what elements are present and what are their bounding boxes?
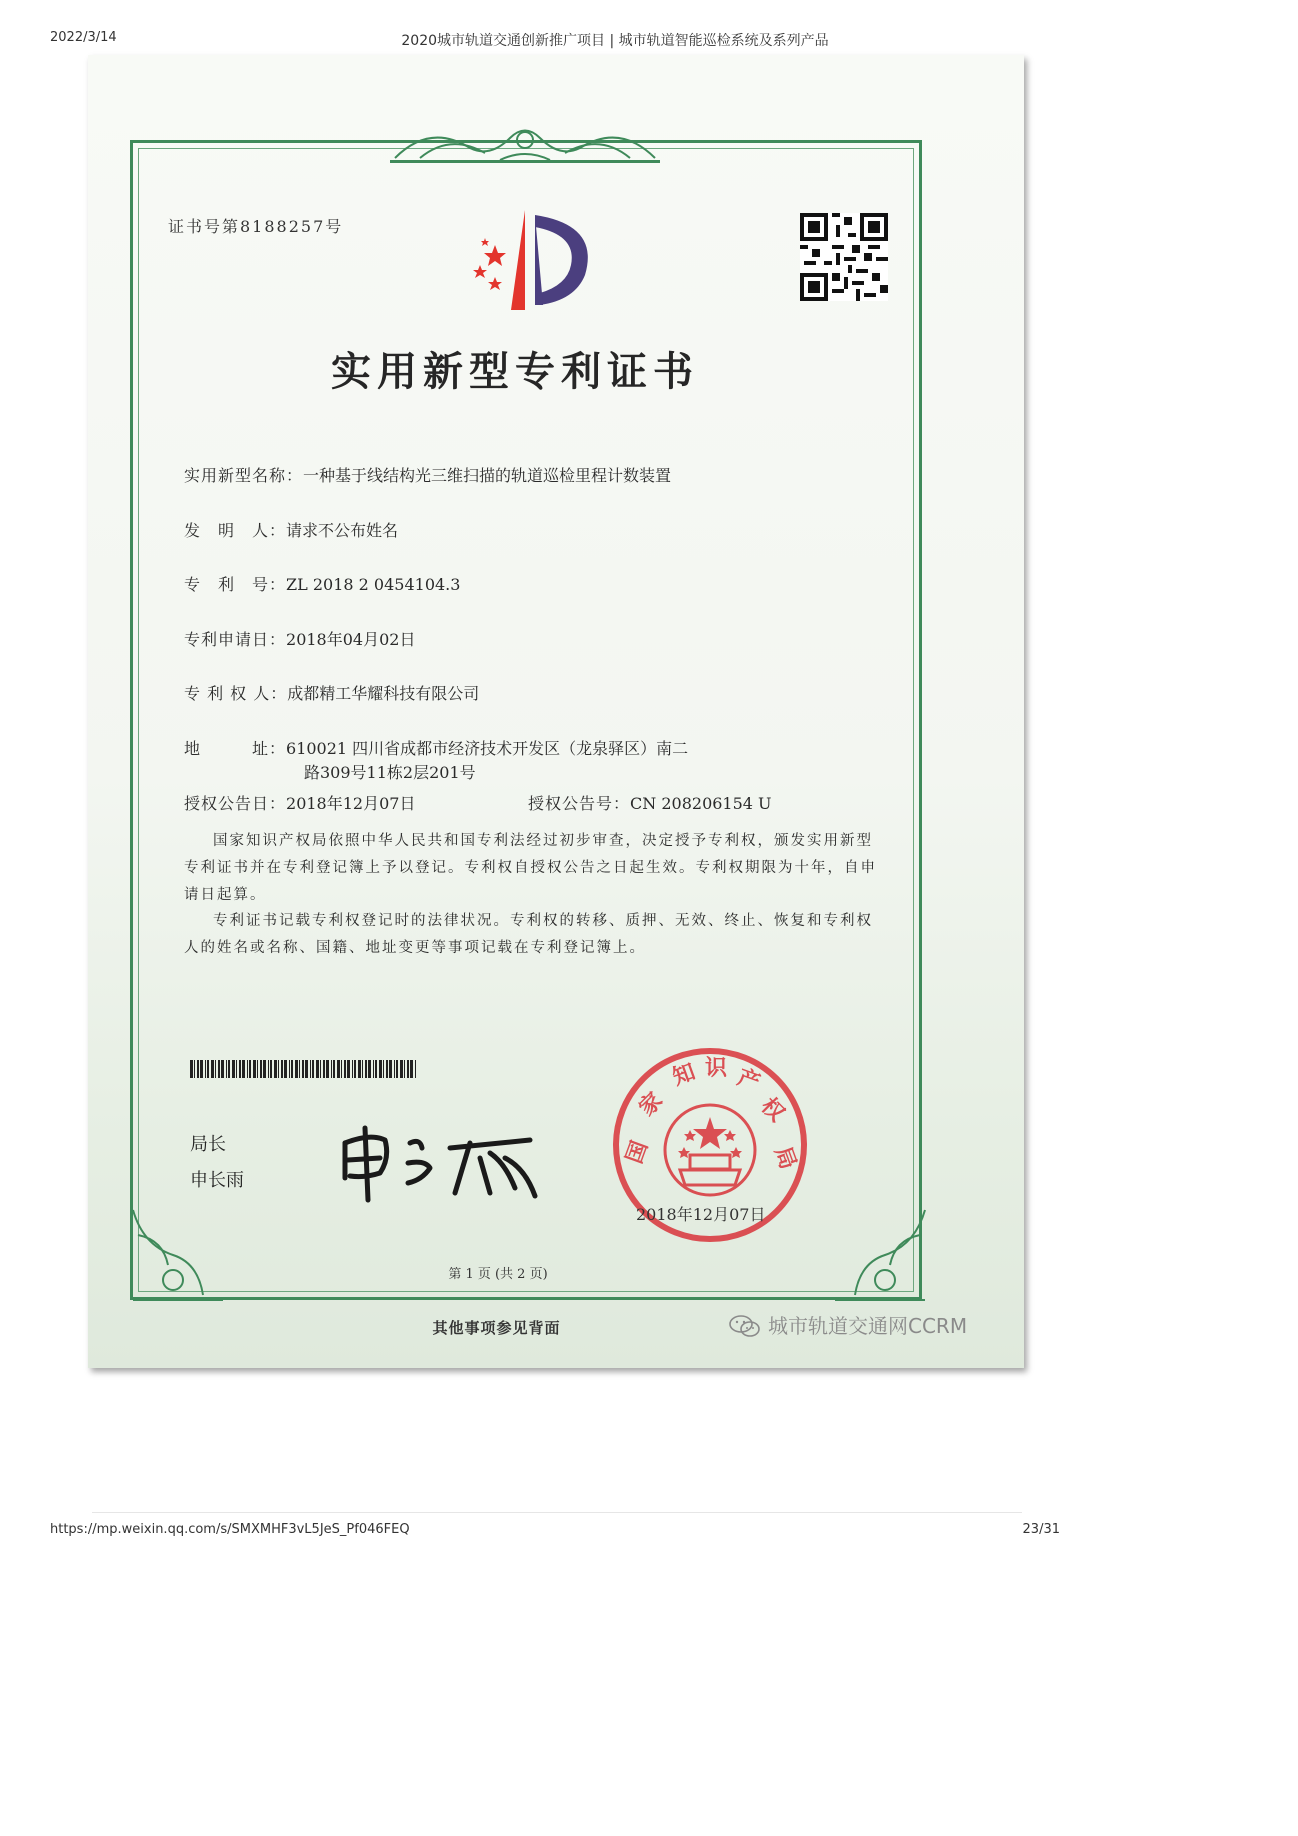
field-value: 一种基于线结构光三维扫描的轨道巡检里程计数装置 bbox=[303, 466, 672, 485]
director-signature-icon bbox=[330, 1118, 540, 1203]
legal-status-statement: 专利证书记载专利权登记时的法律状况。专利权的转移、质押、无效、终止、恢复和专利权人的姓名或名称、国籍、地址变更等事项记载在专利登记簿上。 bbox=[184, 913, 873, 956]
field-label: 授权公告号： bbox=[528, 794, 631, 813]
certificate-title: 实用新型专利证书 bbox=[331, 348, 699, 395]
grant-statement: 国家知识产权局依照中华人民共和国专利法经过初步审查，决定授予专利权，颁发实用新型专利证书并在专利登记簿上予以登记。专利权自授权公告之日起生效。专利权期限为十年，自申请日起算。 bbox=[184, 833, 877, 903]
field-address-line2 bbox=[304, 760, 476, 783]
field-announcement-date bbox=[184, 791, 415, 814]
field-value: 请求不公布姓名 bbox=[286, 521, 399, 540]
top-ornament-icon bbox=[390, 118, 660, 168]
footer-divider bbox=[92, 1512, 1022, 1513]
svg-text:产: 产 bbox=[733, 1065, 764, 1097]
field-value: 2018年04月02日 bbox=[286, 630, 416, 649]
cnipa-logo-icon bbox=[455, 205, 605, 315]
field-label: 地 址： bbox=[184, 739, 287, 758]
field-inventor bbox=[184, 518, 398, 541]
field-value: 成都精工华耀科技有限公司 bbox=[287, 684, 480, 703]
field-label: 发 明 人： bbox=[184, 521, 287, 540]
svg-text:家: 家 bbox=[634, 1087, 668, 1122]
field-value: CN 208206154 U bbox=[630, 794, 772, 813]
svg-text:局: 局 bbox=[769, 1143, 801, 1173]
see-back-note: 其他事项参见背面 bbox=[432, 1319, 561, 1337]
svg-text:知: 知 bbox=[669, 1059, 699, 1091]
certificate-number: 证书号第8188257号 bbox=[168, 217, 344, 236]
field-patent-number bbox=[184, 572, 460, 595]
qr-code-icon bbox=[800, 213, 888, 301]
barcode-icon bbox=[190, 1060, 418, 1078]
certificate-page-indicator: 第 1 页 (共 2 页) bbox=[448, 1267, 548, 1282]
svg-text:国: 国 bbox=[622, 1137, 654, 1168]
field-label: 专 利 号： bbox=[184, 575, 287, 594]
print-page-title: 2020城市轨道交通创新推广项目 | 城市轨道智能巡检系统及系列产品 bbox=[401, 33, 829, 49]
wechat-icon bbox=[728, 1314, 762, 1338]
field-value: ZL 2018 2 0454104.3 bbox=[286, 575, 461, 594]
field-announcement-number bbox=[528, 791, 772, 814]
director-title: 局长 bbox=[190, 1134, 226, 1155]
field-application-date bbox=[184, 627, 415, 650]
field-label: 实用新型名称： bbox=[184, 466, 304, 485]
issue-date: 2018年12月07日 bbox=[636, 1205, 766, 1224]
field-address bbox=[184, 736, 688, 759]
print-url[interactable]: https://mp.weixin.qq.com/s/SMXMHF3vL5JeS_Pf046FEQ bbox=[50, 1522, 410, 1537]
field-utility-name bbox=[184, 463, 671, 486]
corner-ornament-left-icon bbox=[128, 1205, 228, 1305]
field-value: 610021 四川省成都市经济技术开发区（龙泉驿区）南二 bbox=[286, 739, 689, 758]
svg-text:权: 权 bbox=[755, 1093, 790, 1127]
print-date: 2022/3/14 bbox=[50, 30, 117, 45]
field-label: 授权公告日： bbox=[184, 794, 287, 813]
director-name: 申长雨 bbox=[190, 1170, 244, 1191]
field-patentee bbox=[184, 681, 479, 704]
watermark-text: 城市轨道交通网CCRM bbox=[768, 1314, 968, 1338]
field-value: 路309号11栋2层201号 bbox=[304, 763, 476, 782]
field-value: 2018年12月07日 bbox=[286, 794, 416, 813]
svg-text:识: 识 bbox=[705, 1056, 728, 1081]
corner-ornament-right-icon bbox=[830, 1205, 930, 1305]
field-label: 专 利 权 人： bbox=[184, 684, 288, 703]
print-page-number: 23/31 bbox=[1022, 1522, 1060, 1537]
field-label: 专利申请日： bbox=[184, 630, 287, 649]
